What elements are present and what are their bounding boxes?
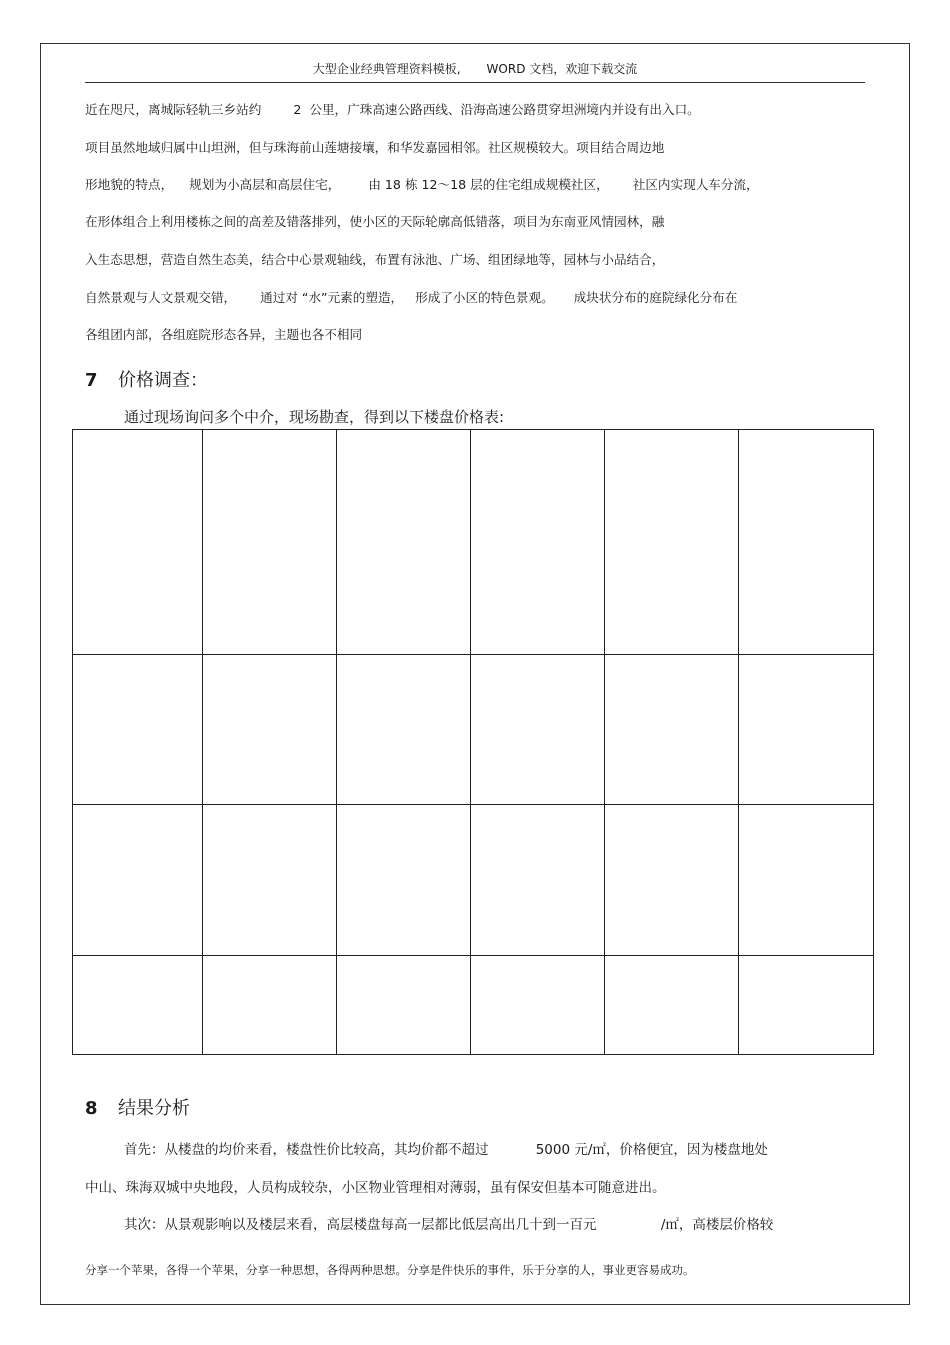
header-title-right: WORD 文档，欢迎下载交流 [486, 62, 638, 76]
table-cell [471, 956, 605, 1055]
table-cell [471, 430, 605, 655]
table-cell [739, 430, 874, 655]
price-table [72, 429, 874, 1055]
section-7-title: 价格调查： [118, 370, 208, 391]
table-cell [471, 655, 605, 805]
body-line-6: 自然景观与人文景观交错， 通过对 “水”元素的塑造， 形成了小区的特色景观。 成块状分布的庭院绿化分布在 [85, 290, 738, 305]
table-cell [203, 655, 337, 805]
table-cell [73, 655, 203, 805]
table-row [73, 805, 874, 956]
table-cell [337, 956, 471, 1055]
page-header [85, 59, 865, 81]
table-cell [605, 430, 739, 655]
table-cell [337, 430, 471, 655]
table-cell [73, 430, 203, 655]
table-cell [203, 956, 337, 1055]
table-cell [605, 956, 739, 1055]
section-8-para1-line2: 中山、珠海双城中央地段，人员构成较杂，小区物业管理相对薄弱，虽有保安但基本可随意进出。 [85, 1180, 666, 1196]
section-8-para2-line1: 其次：从景观影响以及楼层来看，高层楼盘每高一层都比低层高出几十到一百元 /㎡，高楼层价格较 [124, 1217, 774, 1233]
header-rule [85, 82, 865, 83]
table-cell [471, 805, 605, 956]
table-cell [739, 655, 874, 805]
page-footer: 分享一个苹果，各得一个苹果，分享一种思想，各得两种思想。分享是件快乐的事件，乐于分享的人，事业更容易成功。 [85, 1263, 695, 1277]
body-line-4: 在形体组合上利用楼栋之间的高差及错落排列，使小区的天际轮廓高低错落，项目为东南亚风情园林，融 [85, 214, 665, 229]
table-cell [337, 805, 471, 956]
section-7-intro: 通过现场询问多个中介，现场勘查，得到以下楼盘价格表: [124, 408, 505, 426]
table-cell [73, 805, 203, 956]
table-row [73, 430, 874, 655]
table-row [73, 655, 874, 805]
table-cell [203, 805, 337, 956]
section-7-number: 7 [85, 370, 98, 391]
body-line-2: 项目虽然地域归属中山坦洲，但与珠海前山莲塘接壤，和华发嘉园相邻。社区规模较大。项目结合周边地 [85, 140, 665, 155]
table-cell [605, 655, 739, 805]
table-cell [739, 805, 874, 956]
table-cell [73, 956, 203, 1055]
header-title-left: 大型企业经典管理资料模板, [312, 62, 461, 76]
section-8-number: 8 [85, 1098, 98, 1119]
table-cell [337, 655, 471, 805]
body-line-5: 入生态思想，营造自然生态美，结合中心景观轴线，布置有泳池、广场、组团绿地等，园林与小品结合， [85, 252, 665, 267]
table-cell [739, 956, 874, 1055]
table-cell [203, 430, 337, 655]
section-7-heading [85, 369, 208, 393]
body-line-1: 近在咫尺，离城际轻轨三乡站约 2 公里，广珠高速公路西线、沿海高速公路贯穿坦洲境内并设有出入口。 [85, 102, 700, 117]
section-8-heading [85, 1097, 190, 1121]
body-line-3: 形地貌的特点， 规划为小高层和高层住宅， 由 18 栋 12～18 层的住宅组成规模社区， 社区内实现人车分流， [85, 177, 759, 192]
body-line-7: 各组团内部，各组庭院形态各异，主题也各不相同 [85, 327, 363, 342]
section-8-title: 结果分析 [118, 1098, 190, 1119]
section-8-para1-line1: 首先：从楼盘的均价来看，楼盘性价比较高，其均价都不超过 5000 元/㎡，价格便宜，因为楼盘地处 [124, 1142, 768, 1158]
table-cell [605, 805, 739, 956]
table-row [73, 956, 874, 1055]
